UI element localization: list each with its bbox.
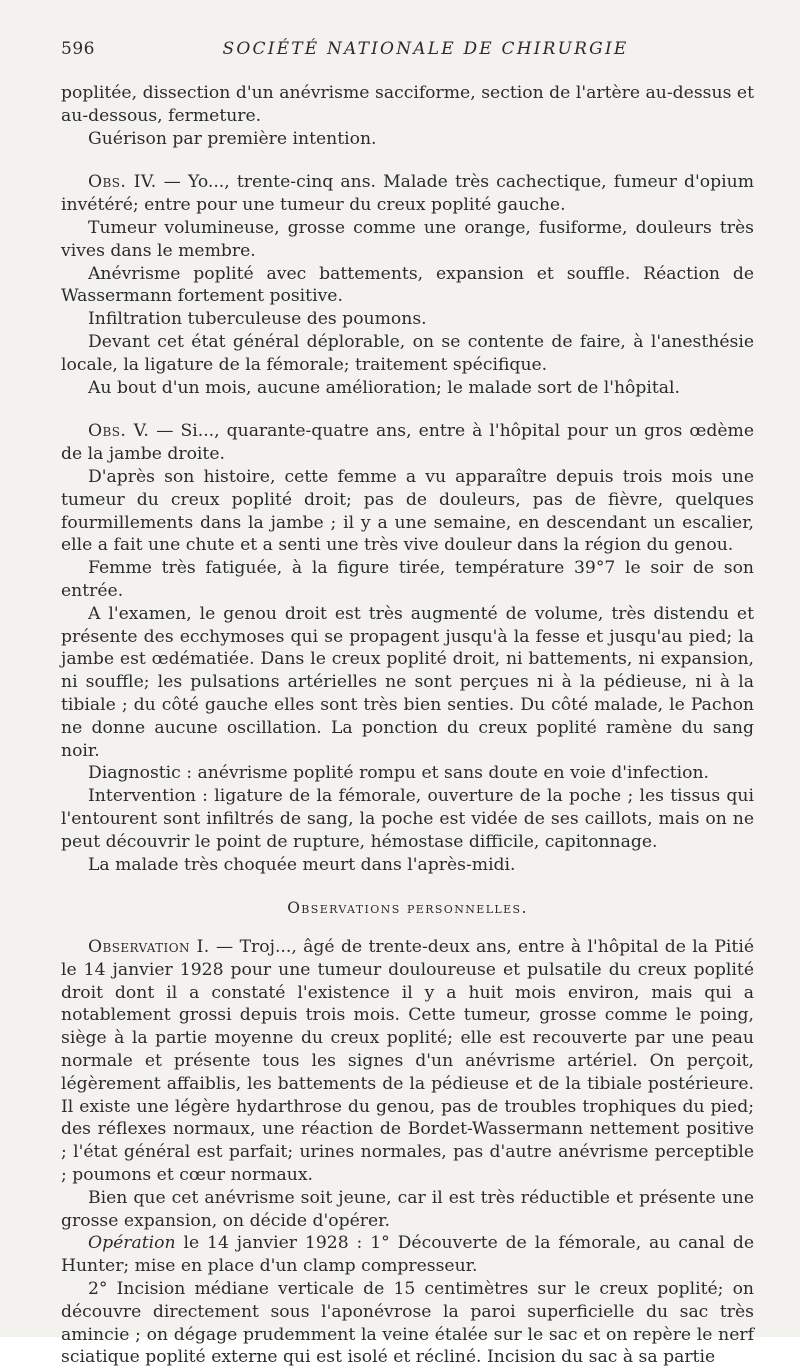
obs-iv-paragraph: Devant cet état général déplorable, on se contente de faire, à l'anesthésie locale, la ligature de la fémorale; traitement spécifique. [61, 331, 754, 375]
obs-i-lead-text: — Troj..., âgé de trente-deux ans, entre à l'hôpital de la Pitié le 14 janvier 1928 pour une tumeur douloureuse et pulsatile du creux poplité droit dont il a constaté l'existence il y a huit mois environ, mais qui a notablement grossi depuis trois mois. Cette tumeur, grosse comme le poing, siège à la partie moyenne du creux poplité; elle est recouverte par une peau normale et présente tous les signes d'un anévrisme artériel. On perçoit, légèrement affaiblis, les battements de la pédieuse et de la tibiale postérieure. Il existe une légère hydarthrose du genou, pas de troubles trophiques du pied; des réflexes normaux, une réaction de Bordet-Wassermann nettement positive ; l'état général est parfait; urines normales, pas d'autre anévrisme perceptible ; poumons et cœur normaux. [61, 937, 754, 1186]
obs-i-lead-paragraph [61, 936, 754, 1187]
obs-v-lead-text: — Si..., quarante-quatre ans, entre à l'hôpital pour un gros œdème de la jambe droite. [61, 421, 755, 465]
obs-iv-paragraph: Tumeur volumineuse, grosse comme une orange, fusiforme, douleurs très vives dans le membre. [61, 217, 754, 261]
paragraph-gap [61, 150, 754, 171]
obs-iv-paragraph: Infiltration tuberculeuse des poumons. [88, 309, 427, 330]
obs-i-operation-paragraph [61, 1232, 754, 1278]
obs-i-paragraph: 2° Incision médiane verticale de 15 centimètres sur le creux poplité; on découvre directement sous l'aponévrose la paroi superficielle du sac très amincie ; on dégage prudemment la veine étalée sur le sac et on repère le nerf sciatique poplité externe qui est isolé et récliné. Incision du sac à sa partie [61, 1279, 754, 1368]
paragraph-gap [61, 399, 754, 420]
continuation-paragraph: poplitée, dissection d'un anévrisme sacciforme, section de l'artère au-dessus et au-dessous, fermeture. [61, 83, 754, 126]
operation-text: le 14 janvier 1928 : 1° Découverte de la fémorale, au canal de Hunter; mise en place d'un clamp compresseur. [61, 1233, 754, 1277]
operation-label: Opération [88, 1233, 176, 1254]
body-text [61, 82, 754, 1369]
journal-title: SOCIÉTÉ NATIONALE DE CHIRURGIE [222, 39, 629, 59]
obs-i-paragraph: Bien que cet anévrisme soit jeune, car il est très réductible et présente une grosse expansion, on décide d'opérer. [61, 1187, 754, 1231]
obs-v-paragraph: Intervention : ligature de la fémorale, ouverture de la poche ; les tissus qui l'entourent sont infiltrés de sang, la poche est vidée de ses caillots, mais on ne peut découvrir le point de rupture, hémostase difficile, capitonnage. [61, 786, 754, 852]
obs-v-paragraph: A l'examen, le genou droit est très augmenté de volume, très distendu et présente des ecchymoses qui se propagent jusqu'à la fesse et jusqu'au pied; la jambe est œdématiée. Dans le creux poplité droit, ni battements, ni expansion, ni souffle; les pulsations artérielles ne sont perçues ni à la pédieuse, ni à la tibiale ; du côté gauche elles sont très bien senties. Du côté malade, le Pachon ne donne aucune oscillation. La ponction du creux poplité ramène du sang noir. [61, 603, 754, 761]
obs-iv-label: Obs. IV. [88, 172, 157, 193]
obs-v-paragraph: Diagnostic : anévrisme poplité rompu et sans doute en voie d'infection. [88, 763, 710, 784]
obs-i-label: Observation I. [88, 937, 210, 958]
obs-v-label: Obs. V. [88, 421, 150, 442]
obs-v-paragraph: Femme très fatiguée, à la figure tirée, température 39°7 le soir de son entrée. [61, 558, 754, 601]
obs-v-paragraph: La malade très choquée meurt dans l'après-midi. [88, 854, 516, 875]
section-heading: Observations personnelles. [287, 899, 528, 918]
obs-iv-paragraph: Anévrisme poplité avec battements, expansion et souffle. Réaction de Wassermann fortement positive. [61, 263, 754, 307]
running-head [61, 38, 754, 62]
continuation-outcome: Guérison par première intention. [88, 128, 377, 149]
obs-iv-paragraph: Au bout d'un mois, aucune amélioration; le malade sort de l'hôpital. [88, 377, 680, 398]
obs-v-paragraph: D'après son histoire, cette femme a vu apparaître depuis trois mois une tumeur du creux poplité droit; pas de douleurs, pas de fièvre, quelques fourmillements dans la jambe ; il y a une semaine, en descendant un escalier, elle a fait une chute et a senti une très vive douleur dans la région du genou. [61, 466, 754, 556]
obs-iv-lead-text: — Yo..., trente-cinq ans. Malade très cachectique, fumeur d'opium invétéré; entre pour une tumeur du creux poplité gauche. [61, 172, 754, 216]
page-number: 596 [61, 39, 95, 59]
obs-v-lead-paragraph [61, 420, 754, 466]
obs-iv-lead-paragraph [61, 171, 754, 217]
